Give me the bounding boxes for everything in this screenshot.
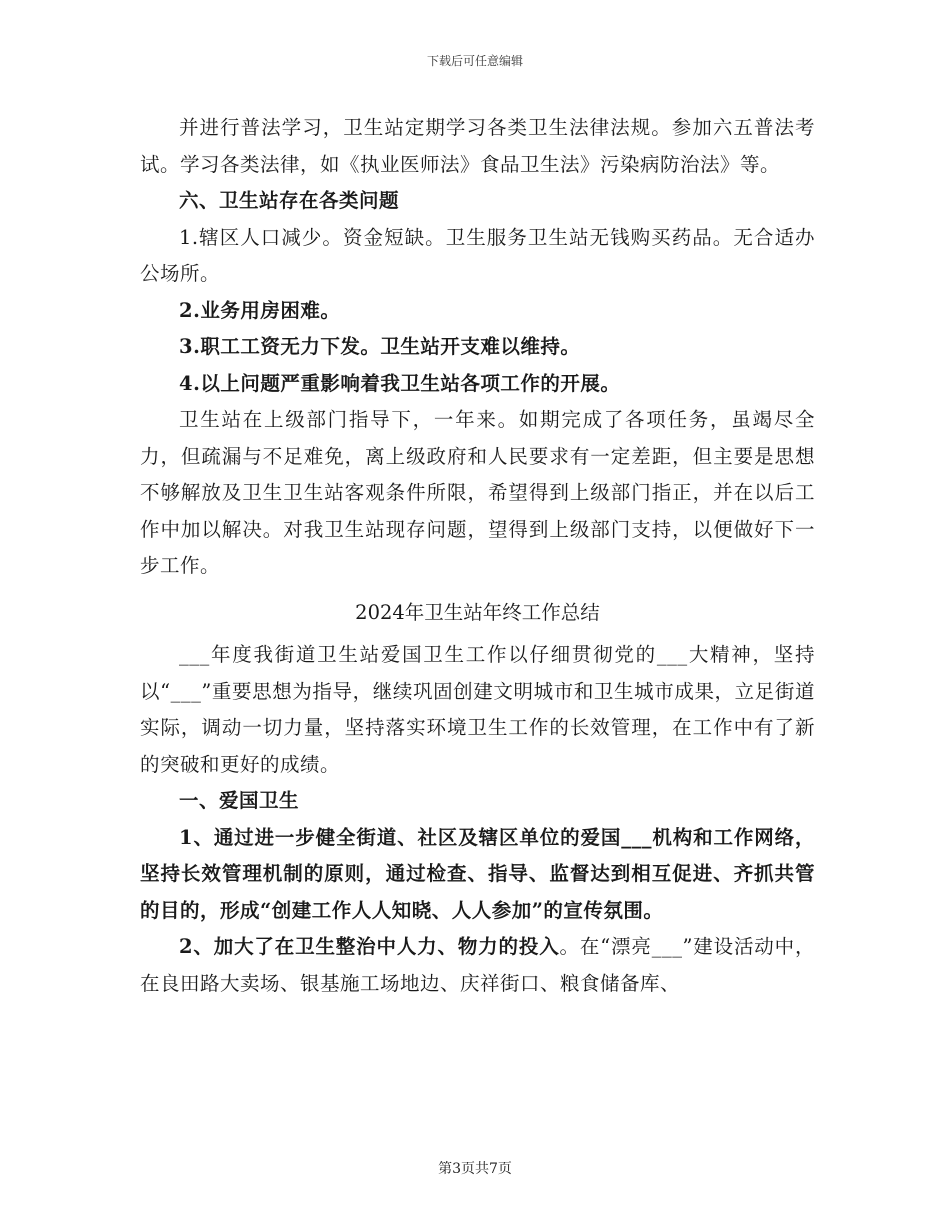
paragraph-problem-1: 1.辖区人口减少。资金短缺。卫生服务卫生站无钱购买药品。无合适办公场所。: [140, 225, 815, 285]
item-2-bold-lead: 2、加大了在卫生整治中人力、物力的投入: [179, 935, 560, 958]
page-footer: 第3页共7页: [438, 1161, 512, 1177]
paragraph-intro: ___年度我街道卫生站爱国卫生工作以仔细贯彻党的___大精神，坚持以“___”重要思想为指导，继续巩固创建文明城市和卫生城市成果，立足街道实际，调动一切力量，坚持落实环境卫生工作的长效管理，在工作中有了新的突破和更好的成绩。: [140, 643, 815, 776]
paragraph-problem-2: 2.业务用房困难。: [179, 298, 341, 322]
paragraph-problem-3: 3.职工工资无力下发。卫生站开支难以维持。: [179, 335, 581, 358]
heading-problems: 六、卫生站存在各类问题: [179, 189, 400, 212]
document-body: [140, 110, 815, 1002]
paragraph-item-2: [140, 929, 815, 1002]
item-2-rest: 。在“漂亮___”建设活动中，在良田路大卖场、银基施工场地边、庆祥街口、粮食储备库、: [140, 935, 815, 995]
paragraph-problem-4: 4.以上问题严重影响着我卫生站各项工作的开展。: [179, 371, 621, 395]
paragraph-item-1: 1、通过进一步健全街道、社区及辖区单位的爱国___机构和工作网络，坚持长效管理机制的原则，通过检查、指导、监督达到相互促进、齐抓共管的目的，形成“创建工作人人知晓、人人参加”的宣传氛围。: [140, 825, 815, 922]
paragraph-law-study: 并进行普法学习，卫生站定期学习各类卫生法律法规。参加六五普法考试。学习各类法律，如《执业医师法》食品卫生法》污染病防治法》等。: [140, 116, 815, 176]
heading-patriotic-health: 一、爱国卫生: [179, 789, 300, 812]
paragraph-conclusion: 卫生站在上级部门指导下，一年来。如期完成了各项任务，虽竭尽全力，但疏漏与不足难免，离上级政府和人民要求有一定差距，但主要是思想不够解放及卫生卫生站客观条件所限，希望得到上级部门指正，并在以后工作中加以解决。对我卫生站现存问题，望得到上级部门支持，以便做好下一步工作。: [140, 408, 815, 577]
page-header: 下载后可任意编辑: [426, 54, 523, 68]
section-title: 2024年卫生站年终工作总结: [355, 600, 600, 624]
